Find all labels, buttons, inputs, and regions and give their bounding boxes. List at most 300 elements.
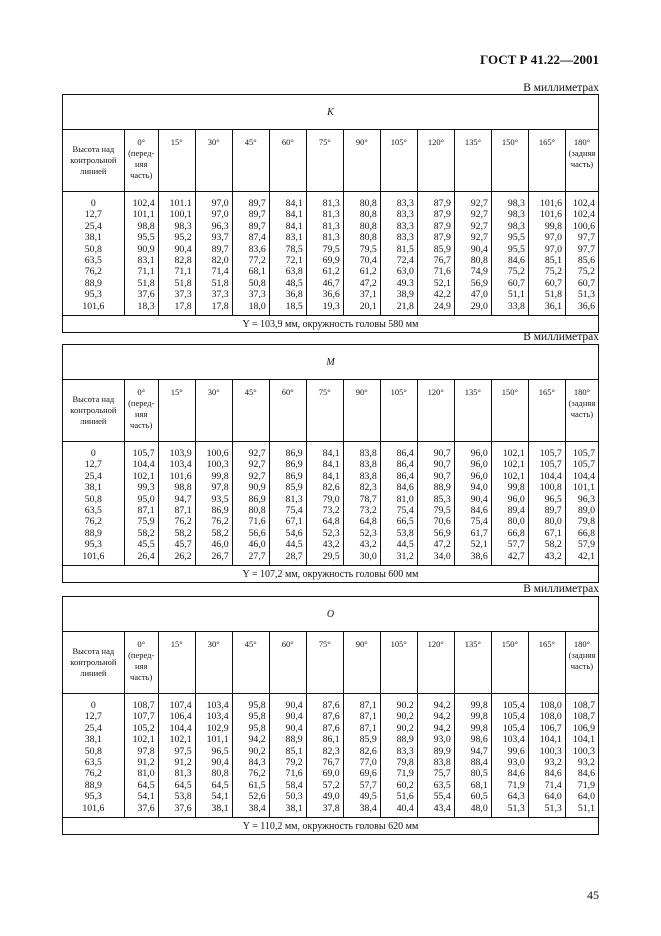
value-cell: 80,8	[343, 232, 380, 243]
angle-header: 30°	[195, 380, 232, 442]
value-cell: 71,6	[417, 266, 454, 277]
value-cell: 18,3	[124, 301, 158, 316]
value-cell: 37,3	[195, 289, 232, 300]
value-cell: 90,4	[454, 244, 491, 255]
value-cell: 44,5	[380, 539, 417, 550]
value-cell: 81,3	[269, 494, 306, 505]
height-cell: 12,7	[63, 459, 125, 470]
height-cell: 25,4	[63, 221, 125, 232]
value-cell: 92,7	[232, 442, 269, 460]
value-cell: 95,5	[124, 232, 158, 243]
value-cell: 28,7	[269, 551, 306, 566]
value-cell: 66,8	[491, 528, 528, 539]
value-cell: 104,4	[124, 459, 158, 470]
angle-header: 15°	[158, 130, 195, 192]
value-cell: 34,0	[417, 551, 454, 566]
value-cell: 64,5	[158, 780, 195, 791]
value-cell: 42,7	[491, 551, 528, 566]
value-cell: 58,2	[195, 528, 232, 539]
value-cell: 82,6	[343, 746, 380, 757]
value-cell: 104,4	[565, 471, 598, 482]
table-row	[63, 734, 599, 745]
value-cell: 51,3	[528, 803, 565, 818]
value-cell: 84,1	[269, 221, 306, 232]
angle-header: 150°	[491, 632, 528, 694]
value-cell: 83,3	[380, 221, 417, 232]
value-cell: 96,0	[491, 494, 528, 505]
value-cell: 85,6	[566, 255, 599, 266]
table-o	[62, 596, 599, 835]
value-cell: 83,8	[343, 442, 380, 460]
value-cell: 102,1	[158, 734, 195, 745]
value-cell: 51,6	[380, 791, 417, 802]
value-cell: 96,0	[454, 459, 491, 470]
table-footer: Y = 103,9 мм, окружность головы 580 мм	[63, 316, 599, 333]
height-cell: 0	[63, 694, 125, 712]
value-cell: 56,9	[454, 278, 491, 289]
table-footer: Y = 110,2 мм, окружность головы 620 мм	[63, 818, 599, 835]
table-row	[63, 289, 599, 300]
value-cell: 60,2	[380, 780, 417, 791]
value-cell: 70,4	[343, 255, 380, 266]
value-cell: 108,7	[565, 694, 598, 712]
value-cell: 97,8	[124, 746, 158, 757]
value-cell: 75,4	[454, 516, 491, 527]
angle-header: 105°	[380, 380, 417, 442]
value-cell: 64,8	[306, 516, 343, 527]
value-cell: 58,2	[158, 528, 195, 539]
value-cell: 80,5	[454, 768, 491, 779]
table-row	[63, 746, 599, 757]
value-cell: 93,2	[528, 757, 565, 768]
value-cell: 38,1	[269, 803, 306, 818]
value-cell: 44,5	[269, 539, 306, 550]
value-cell: 29,0	[454, 301, 491, 316]
value-cell: 43,2	[343, 539, 380, 550]
value-cell: 79,0	[306, 494, 343, 505]
value-cell: 83,8	[343, 459, 380, 470]
height-cell: 0	[63, 192, 125, 210]
value-cell: 47,2	[417, 539, 454, 550]
table-row	[63, 791, 599, 802]
value-cell: 82,3	[343, 482, 380, 493]
value-cell: 48,0	[454, 803, 491, 818]
value-cell: 81,3	[306, 221, 343, 232]
height-cell: 76,2	[63, 768, 125, 779]
angle-header: 165°	[528, 632, 565, 694]
angle-header: 60°	[269, 380, 306, 442]
height-cell: 88,9	[63, 528, 125, 539]
value-cell: 84,6	[491, 255, 528, 266]
angle-header: 165°	[528, 130, 565, 192]
angle-header: 120°	[417, 130, 454, 192]
value-cell: 71,9	[491, 780, 528, 791]
value-cell: 51,3	[566, 289, 599, 300]
table-row	[63, 780, 599, 791]
value-cell: 106,4	[158, 711, 195, 722]
height-cell: 63,5	[63, 255, 125, 266]
value-cell: 108,0	[528, 711, 565, 722]
value-cell: 90.2	[380, 694, 417, 712]
value-cell: 92,7	[232, 471, 269, 482]
table-row	[63, 528, 599, 539]
value-cell: 102,1	[124, 471, 158, 482]
value-cell: 87,9	[417, 209, 454, 220]
value-cell: 63,8	[269, 266, 306, 277]
value-cell: 77,0	[343, 757, 380, 768]
value-cell: 87,4	[232, 232, 269, 243]
angle-header: 105°	[380, 130, 417, 192]
value-cell: 17,8	[195, 301, 232, 316]
row-header: Высота над контрольной линией	[63, 632, 125, 694]
value-cell: 99,8	[491, 482, 528, 493]
height-cell: 50,8	[63, 494, 125, 505]
value-cell: 103,4	[158, 459, 195, 470]
value-cell: 84,6	[454, 505, 491, 516]
value-cell: 95,8	[232, 711, 269, 722]
value-cell: 67,1	[528, 528, 565, 539]
angle-header: 0° (перед- няя часть)	[124, 632, 158, 694]
value-cell: 87,1	[343, 723, 380, 734]
value-cell: 74,9	[454, 266, 491, 277]
angle-header: 135°	[454, 632, 491, 694]
value-cell: 64,5	[124, 780, 158, 791]
value-cell: 75,4	[269, 505, 306, 516]
value-cell: 26,4	[124, 551, 158, 566]
value-cell: 90,2	[380, 711, 417, 722]
table-row	[63, 768, 599, 779]
value-cell: 97,8	[195, 482, 232, 493]
value-cell: 90,9	[124, 244, 158, 255]
value-cell: 85,3	[417, 494, 454, 505]
value-cell: 107,7	[124, 711, 158, 722]
value-cell: 57,7	[343, 780, 380, 791]
value-cell: 94,2	[417, 694, 454, 712]
value-cell: 61,7	[454, 528, 491, 539]
table-row	[63, 694, 599, 712]
value-cell: 88,9	[417, 482, 454, 493]
value-cell: 82,3	[306, 746, 343, 757]
value-cell: 47,2	[343, 278, 380, 289]
value-cell: 90,7	[417, 459, 454, 470]
value-cell: 84,6	[565, 768, 598, 779]
height-cell: 0	[63, 442, 125, 460]
value-cell: 72,4	[380, 255, 417, 266]
value-cell: 102,1	[491, 471, 528, 482]
value-cell: 104,4	[528, 471, 565, 482]
value-cell: 75,9	[124, 516, 158, 527]
value-cell: 29,5	[306, 551, 343, 566]
value-cell: 26,2	[158, 551, 195, 566]
height-cell: 12,7	[63, 209, 125, 220]
value-cell: 90,2	[380, 723, 417, 734]
value-cell: 100,3	[528, 746, 565, 757]
value-cell: 96,3	[195, 221, 232, 232]
value-cell: 81,3	[306, 209, 343, 220]
value-cell: 49,0	[306, 791, 343, 802]
value-cell: 98,8	[158, 482, 195, 493]
height-cell: 63,5	[63, 757, 125, 768]
angle-header: 90°	[343, 130, 380, 192]
table-footer: Y = 107,2 мм, окружность головы 600 мм	[63, 566, 599, 583]
value-cell: 76,7	[417, 255, 454, 266]
value-cell: 82,0	[195, 255, 232, 266]
value-cell: 71,4	[528, 780, 565, 791]
value-cell: 48,5	[269, 278, 306, 289]
angle-header: 150°	[491, 380, 528, 442]
value-cell: 18,0	[232, 301, 269, 316]
value-cell: 89,4	[491, 505, 528, 516]
value-cell: 52,1	[417, 278, 454, 289]
value-cell: 101,6	[528, 192, 565, 210]
value-cell: 66,8	[565, 528, 598, 539]
value-cell: 87,6	[306, 694, 343, 712]
angle-header: 105°	[380, 632, 417, 694]
value-cell: 18,5	[269, 301, 306, 316]
value-cell: 98,6	[454, 734, 491, 745]
angle-header: 180° (задняя часть)	[565, 632, 598, 694]
value-cell: 93,2	[565, 757, 598, 768]
value-cell: 58,2	[124, 528, 158, 539]
height-cell: 50,8	[63, 244, 125, 255]
value-cell: 38,6	[454, 551, 491, 566]
table-title: O	[63, 597, 599, 632]
value-cell: 71,1	[124, 266, 158, 277]
value-cell: 56,6	[232, 528, 269, 539]
value-cell: 73,2	[343, 505, 380, 516]
height-cell: 38,1	[63, 482, 125, 493]
value-cell: 80,0	[528, 516, 565, 527]
value-cell: 81,3	[306, 232, 343, 243]
value-cell: 89,7	[195, 244, 232, 255]
value-cell: 46,7	[306, 278, 343, 289]
value-cell: 100,3	[565, 746, 598, 757]
height-cell: 38,1	[63, 232, 125, 243]
value-cell: 86,9	[269, 471, 306, 482]
value-cell: 85,9	[417, 244, 454, 255]
value-cell: 89,7	[232, 209, 269, 220]
value-cell: 83,1	[124, 255, 158, 266]
value-cell: 105,7	[528, 442, 565, 460]
value-cell: 93,7	[195, 232, 232, 243]
value-cell: 89,7	[232, 192, 269, 210]
angle-header: 75°	[306, 632, 343, 694]
value-cell: 84,1	[269, 209, 306, 220]
value-cell: 99,8	[195, 471, 232, 482]
value-cell: 61,2	[306, 266, 343, 277]
value-cell: 92,7	[232, 459, 269, 470]
value-cell: 51,1	[491, 289, 528, 300]
value-cell: 84,6	[491, 768, 528, 779]
value-cell: 90,4	[195, 757, 232, 768]
value-cell: 94,0	[454, 482, 491, 493]
value-cell: 61,2	[343, 266, 380, 277]
value-cell: 56,9	[417, 528, 454, 539]
value-cell: 102,1	[491, 442, 528, 460]
angle-header: 30°	[195, 632, 232, 694]
table-row	[63, 266, 599, 277]
value-cell: 95,5	[491, 232, 528, 243]
value-cell: 37,3	[232, 289, 269, 300]
value-cell: 98,3	[491, 209, 528, 220]
value-cell: 31,2	[380, 551, 417, 566]
value-cell: 87,1	[343, 711, 380, 722]
value-cell: 90,4	[454, 494, 491, 505]
value-cell: 53,8	[380, 528, 417, 539]
height-cell: 95,3	[63, 289, 125, 300]
value-cell: 76,7	[306, 757, 343, 768]
value-cell: 80,8	[343, 209, 380, 220]
value-cell: 86,9	[269, 442, 306, 460]
value-cell: 81,3	[306, 192, 343, 210]
table-m	[62, 344, 599, 583]
angle-header: 180° (задняя часть)	[565, 380, 598, 442]
value-cell: 67,1	[269, 516, 306, 527]
value-cell: 108,0	[528, 694, 565, 712]
value-cell: 86,4	[380, 459, 417, 470]
value-cell: 60,7	[528, 278, 565, 289]
value-cell: 71,6	[232, 516, 269, 527]
value-cell: 38,4	[232, 803, 269, 818]
value-cell: 106,9	[565, 723, 598, 734]
value-cell: 36,8	[269, 289, 306, 300]
value-cell: 77,2	[232, 255, 269, 266]
value-cell: 64,0	[528, 791, 565, 802]
value-cell: 64,5	[195, 780, 232, 791]
value-cell: 92,7	[454, 209, 491, 220]
value-cell: 80,8	[232, 505, 269, 516]
table-row	[63, 221, 599, 232]
value-cell: 106,7	[528, 723, 565, 734]
value-cell: 99,6	[491, 746, 528, 757]
table-row	[63, 442, 599, 460]
value-cell: 98,8	[124, 221, 158, 232]
value-cell: 100,6	[566, 221, 599, 232]
value-cell: 85,1	[269, 746, 306, 757]
row-header: Высота над контрольной линией	[63, 130, 125, 192]
value-cell: 90,2	[232, 746, 269, 757]
value-cell: 99,3	[124, 482, 158, 493]
value-cell: 30,0	[343, 551, 380, 566]
value-cell: 105,7	[565, 459, 598, 470]
angle-header: 135°	[454, 380, 491, 442]
table-row	[63, 232, 599, 243]
value-cell: 58,4	[269, 780, 306, 791]
height-cell: 25,4	[63, 471, 125, 482]
value-cell: 24,9	[417, 301, 454, 316]
value-cell: 102,1	[124, 734, 158, 745]
value-cell: 96,5	[195, 746, 232, 757]
value-cell: 80,0	[491, 516, 528, 527]
value-cell: 95,2	[158, 232, 195, 243]
value-cell: 37,6	[158, 803, 195, 818]
height-cell: 25,4	[63, 723, 125, 734]
table-row	[63, 505, 599, 516]
value-cell: 90,4	[158, 244, 195, 255]
value-cell: 96,3	[565, 494, 598, 505]
value-cell: 37,3	[158, 289, 195, 300]
value-cell: 49.3	[380, 278, 417, 289]
value-cell: 102,1	[491, 459, 528, 470]
value-cell: 60,7	[491, 278, 528, 289]
value-cell: 81,3	[158, 768, 195, 779]
value-cell: 50,3	[269, 791, 306, 802]
value-cell: 45,5	[124, 539, 158, 550]
value-cell: 95,5	[491, 244, 528, 255]
height-cell: 38,1	[63, 734, 125, 745]
value-cell: 57,9	[565, 539, 598, 550]
value-cell: 93,5	[195, 494, 232, 505]
value-cell: 80,8	[343, 221, 380, 232]
value-cell: 105,7	[565, 442, 598, 460]
value-cell: 36,1	[528, 301, 565, 316]
value-cell: 87,6	[306, 723, 343, 734]
value-cell: 97,0	[195, 192, 232, 210]
value-cell: 83,6	[232, 244, 269, 255]
value-cell: 96,0	[454, 471, 491, 482]
value-cell: 101,1	[195, 734, 232, 745]
table-title: K	[63, 95, 599, 130]
value-cell: 101,6	[528, 209, 565, 220]
value-cell: 90,4	[269, 694, 306, 712]
value-cell: 89,0	[565, 505, 598, 516]
value-cell: 66,5	[380, 516, 417, 527]
value-cell: 43,2	[306, 539, 343, 550]
value-cell: 90,4	[269, 723, 306, 734]
value-cell: 99,8	[454, 711, 491, 722]
value-cell: 81,0	[124, 768, 158, 779]
value-cell: 97,7	[566, 244, 599, 255]
value-cell: 33,8	[491, 301, 528, 316]
value-cell: 83,3	[380, 232, 417, 243]
value-cell: 50,8	[232, 278, 269, 289]
value-cell: 64,8	[343, 516, 380, 527]
value-cell: 51,8	[195, 278, 232, 289]
value-cell: 47,0	[454, 289, 491, 300]
value-cell: 63,5	[417, 780, 454, 791]
value-cell: 40,4	[380, 803, 417, 818]
value-cell: 51,8	[528, 289, 565, 300]
value-cell: 51,8	[124, 278, 158, 289]
table-row	[63, 192, 599, 210]
value-cell: 43,2	[528, 551, 565, 566]
value-cell: 54,1	[195, 791, 232, 802]
value-cell: 92,7	[454, 232, 491, 243]
value-cell: 95,0	[124, 494, 158, 505]
angle-header: 90°	[343, 632, 380, 694]
value-cell: 107,4	[158, 694, 195, 712]
value-cell: 102,4	[566, 192, 599, 210]
height-cell: 95,3	[63, 791, 125, 802]
value-cell: 78,5	[269, 244, 306, 255]
page-number: 45	[587, 888, 599, 902]
value-cell: 38,1	[195, 803, 232, 818]
value-cell: 100,1	[158, 209, 195, 220]
value-cell: 87,9	[417, 221, 454, 232]
height-cell: 95,3	[63, 539, 125, 550]
value-cell: 84,6	[528, 768, 565, 779]
table-row	[63, 301, 599, 316]
value-cell: 105,4	[491, 694, 528, 712]
value-cell: 45,7	[158, 539, 195, 550]
table-row	[63, 539, 599, 550]
value-cell: 55,4	[417, 791, 454, 802]
value-cell: 90,4	[269, 711, 306, 722]
value-cell: 86,1	[306, 734, 343, 745]
value-cell: 82,6	[306, 482, 343, 493]
value-cell: 37,8	[306, 803, 343, 818]
value-cell: 73,2	[306, 505, 343, 516]
